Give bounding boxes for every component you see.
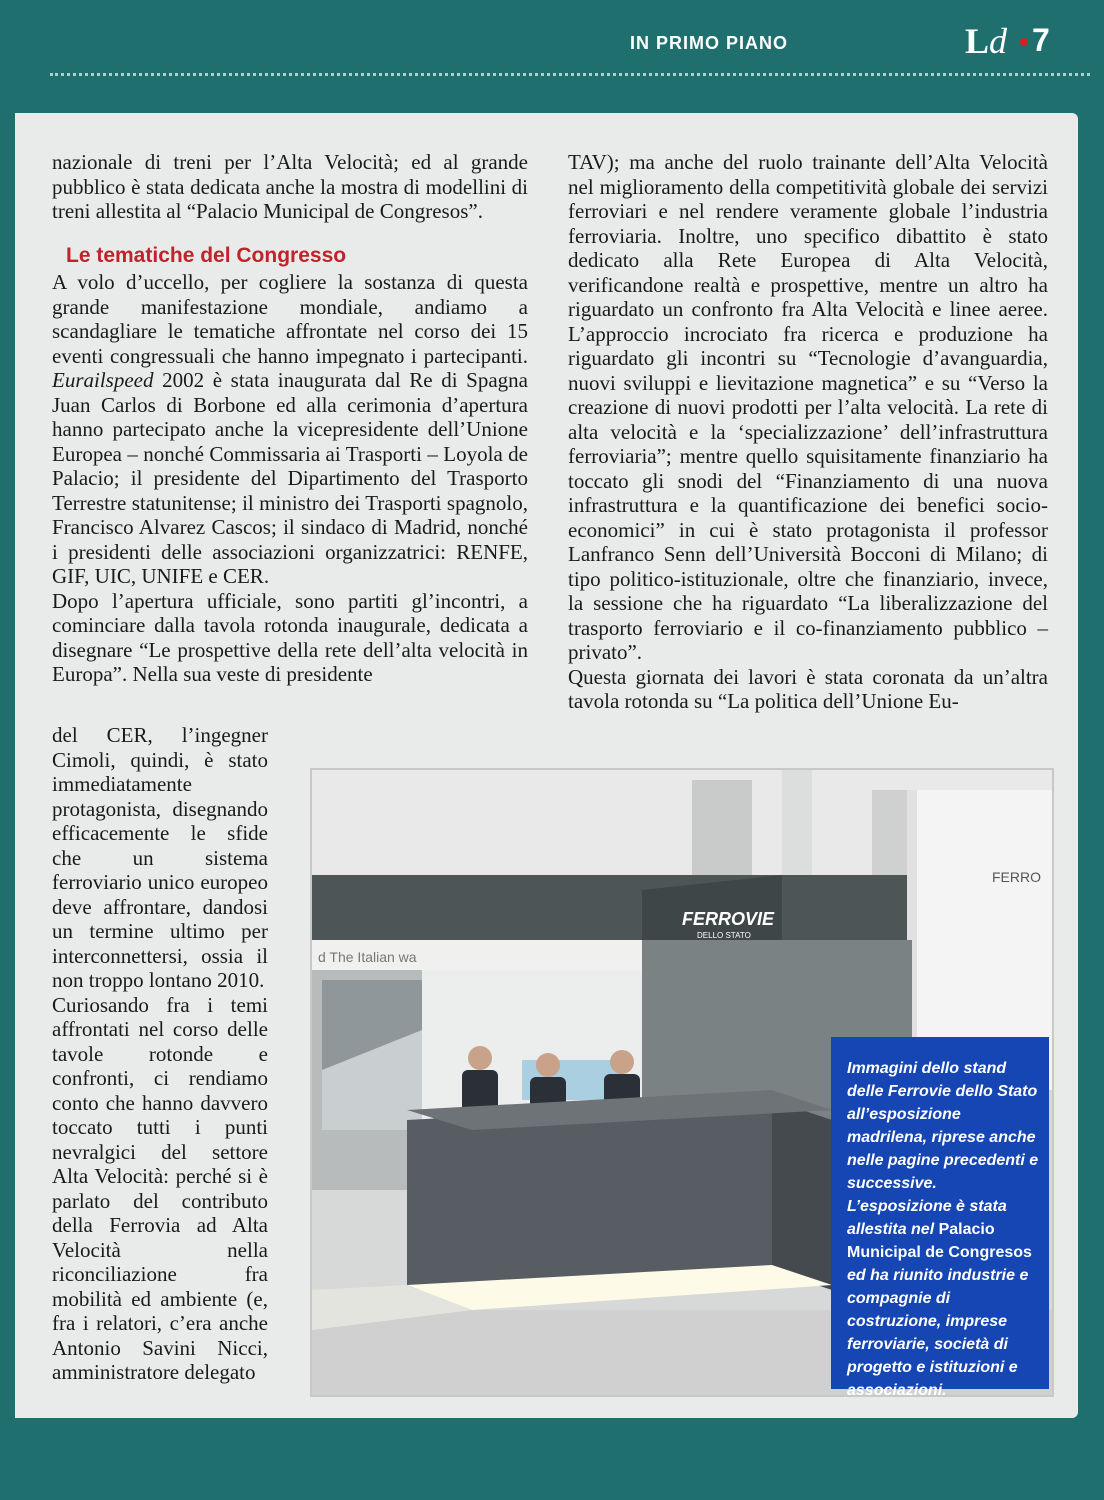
logo-letter-d: d	[989, 21, 1008, 61]
paragraph-1-italic: Eurailspeed	[52, 368, 154, 392]
magazine-logo	[965, 20, 1007, 62]
photo-caption	[831, 1037, 1049, 1399]
section-label: IN PRIMO PIANO	[629, 33, 788, 53]
narrow-column	[52, 723, 268, 1385]
paragraph-1-text-b: 2002 è stata inaugurata dal Re di Spagna Juan Carlos di Borbone ed alla cerimonia d’apertura hanno partecipato anche la vicepresidente dell’Unione Europea – nonché Commissaria ai Trasporti – Loyola de Palacio; il presidente del Dipartimento del Trasporto Terrestre statunitense; il ministro dei Trasporti spagnolo, Francisco Alvarez Cascos; il sindaco di Madrid, nonché i presidenti delle associazioni organizzatrici: RENFE, GIF, UIC, UNIFE e CER.	[52, 368, 528, 588]
left-intro-paragraph: nazionale di treni per l’Alta Velocità; ed al grande pubblico è stata dedicata anche la mostra di modellini di treni allestita al “Palacio Municipal de Congresos”.	[52, 150, 528, 223]
caption-text-2: ed ha riunito industrie e compagnie di costruzione, imprese ferroviarie, società di progetto e istituzioni e associazioni.	[847, 1267, 1029, 1399]
paragraph-2: Dopo l’apertura ufficiale, sono partiti gl’incontri, a cominciare dalla tavola rotonda inaugurale, dedicata a disegnare “Le prospettive della rete dell’alta velocità in Europa”. Nella sua veste di presidente	[52, 588, 528, 686]
narrow-paragraph-1: del CER, l’ingegner Cimoli, quindi, è stato immediatamente protagonista, disegnando efficacemente le sfide che un sistema ferroviario unico europeo deve affrontare, dandosi un termine ultimo per interconnettersi, ossia il non troppo lontano 2010.	[52, 723, 268, 992]
left-column	[52, 150, 528, 687]
paragraph-1-text-a: A volo d’uccello, per cogliere la sostanza di questa grande manifestazione mondiale, andiamo a scandagliare le tematiche affrontate nel corso dei 15 eventi congressuali che hanno impegnato i partecipanti.	[52, 270, 528, 368]
logo-dot	[1020, 38, 1028, 46]
page-number: 7	[1032, 22, 1050, 58]
header-dotted-rule	[50, 73, 1090, 76]
photo-sign-subtext: DELLO STATO	[697, 931, 751, 940]
right-paragraph-2: Questa giornata dei lavori è stata coronata da un’altra tavola rotonda su “La politica dell’Unione Eu-	[568, 664, 1048, 713]
photo-sign-text: FERROVIE	[682, 909, 775, 929]
caption-venue: Palacio Municipal de Congresos	[847, 1221, 1032, 1261]
paragraph-1	[52, 270, 528, 589]
logo-letter-l: L	[965, 21, 990, 61]
right-column	[568, 150, 1048, 714]
photo-banner-text: d The Italian wa	[318, 949, 417, 965]
section-subheading: Le tematiche del Congresso	[66, 243, 347, 267]
page-header	[0, 0, 1104, 110]
caption-text-1: Immagini dello stand delle Ferrovie dello Stato all’esposizione madrilena, riprese anche nelle pagine precedenti e successive. L’esposizione è stata allestita nel	[847, 1060, 1039, 1238]
photo-tower-text: FERRO	[992, 869, 1041, 885]
narrow-paragraph-2: Curiosando fra i temi affrontati nel corso delle tavole rotonde e confronti, ci rendiamo conto che hanno davvero toccato tutti i punti nevralgici del settore Alta Velocità: perché si è parlato del contributo della Ferrovia ad Alta Velocità nella riconciliazione fra mobilità ed ambiente (e, fra i relatori, c’era anche Antonio Savini Nicci, amministratore delegato	[52, 992, 268, 1384]
right-paragraph-1: TAV); ma anche del ruolo trainante dell’Alta Velocità nel miglioramento della competitività globale dei servizi ferroviari e nel rendere veramente globale l’industria ferroviaria. Inoltre, uno specifico dibattito è stato dedicato alla Rete Europea di Alta Velocità, verificandone realtà e prospettive, mentre un altro ha riguardato un confronto fra Alta Velocità e linee aeree. L’approccio incrociato fra ricerca e produzione ha riguardato gli incontri su “Tecnologie d’avanguardia, nuovi sviluppi e lievitazione magnetica” e su “Verso la creazione di nuovi prodotti per l’alta velocità. La rete di alta velocità e la ‘specializzazione’ dell’infrastruttura ferroviaria”; mentre quello squisitamente finanziario ha toccato gli snodi del “Finanziamento di una nuova infrastruttura e la quantificazione dei benefici socio-economici” in cui è stato protagonista il professor Lanfranco Senn dell’Università Bocconi di Milano; di tipo politico-istituzionale, oltre che finanziario, invece, la sessione che ha riguardato “La liberalizzazione del trasporto ferroviario e il co-finanziamento pubblico – privato”.	[568, 150, 1048, 664]
